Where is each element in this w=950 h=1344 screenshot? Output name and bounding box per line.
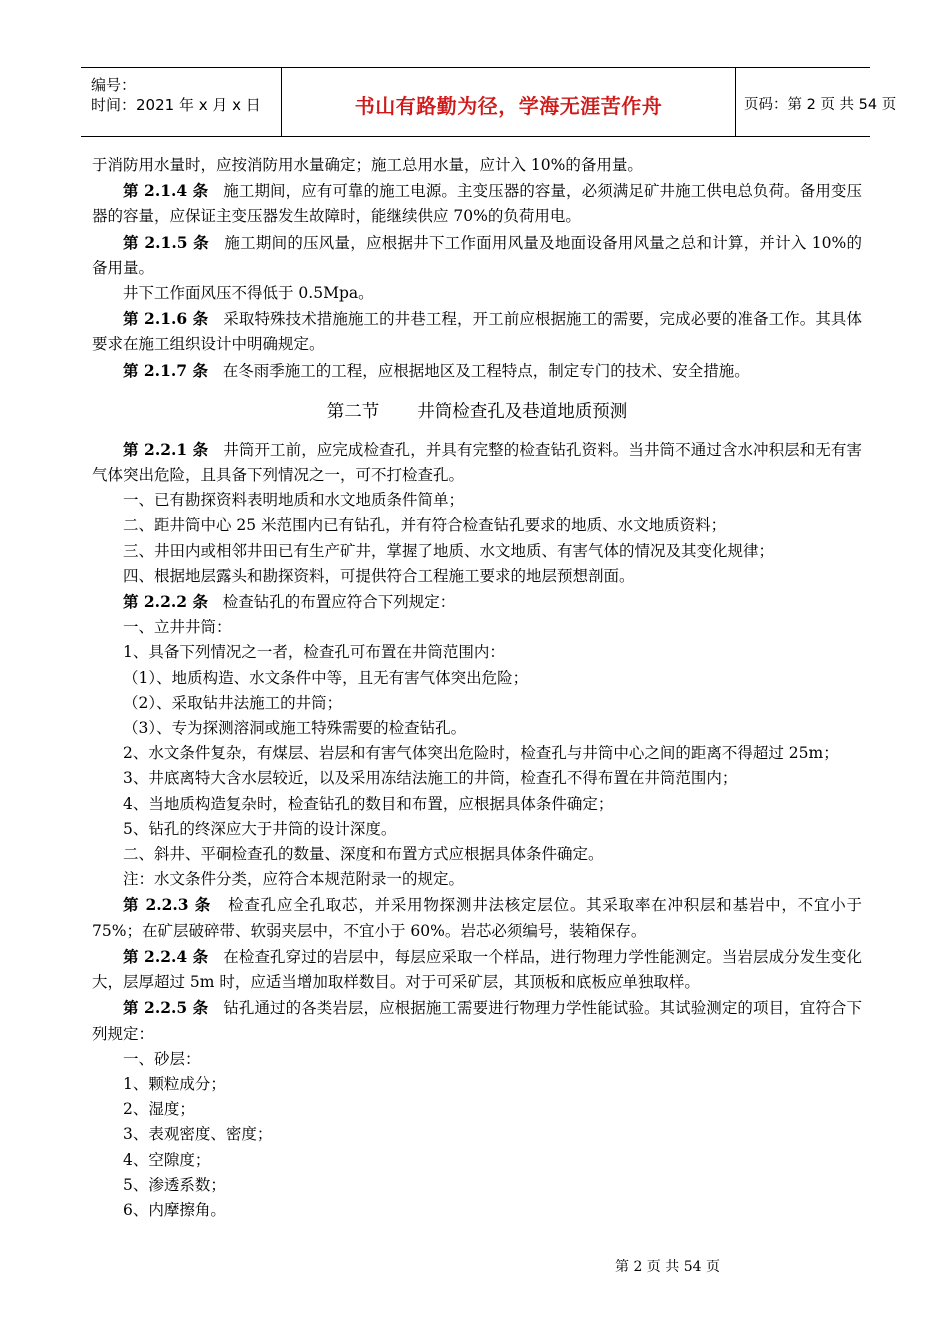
list-item: 6、内摩擦角。 [123,1200,226,1219]
list-item: 二、距井筒中心 25 米范围内已有钻孔，并有符合检查钻孔要求的地质、水文地质资料； [123,516,727,535]
clause-label: 第 2.2.1 条 [123,439,209,459]
clause-label: 第 2.2.5 条 [123,998,209,1018]
header-motto-cell [281,68,736,136]
note: 注：水文条件分类，应符合本规范附录一的规定。 [123,870,465,889]
clause-text: 检查孔应全孔取芯，并采用物探测井法核定层位。其采取率在冲积层和基岩中，不宜小于 75%；在矿层破碎带、软弱夹层中，不宜小于 60%。岩芯必须编号，装箱保存。 [92,896,862,940]
list-item: 3、井底离特大含水层较近，以及采用冻结法施工的井筒，检查孔不得布置在井筒范围内； [123,769,738,788]
list-item: 三、井田内或相邻井田已有生产矿井，掌握了地质、水文地质、有害气体的情况及其变化规律； [123,541,775,560]
list-item: 一、立井井筒： [123,618,232,637]
list-item: （2）、采取钻井法施工的井筒； [123,693,343,712]
clause-2-2-4 [92,944,862,995]
clause-2-1-7 [92,358,862,384]
header-page-cell [736,68,897,136]
section-number: 第二节 [326,401,380,422]
clause-text: 井筒开工前，应完成检查孔，并具有完整的检查钻孔资料。当井筒不通过含水冲积层和无有害气体突出危险，且具备下列情况之一，可不打检查孔。 [92,440,862,485]
list-item: 2、水文条件复杂，有煤层、岩层和有害气体突出危险时，检查孔与井筒中心之间的距离不得超过 25m； [123,744,839,763]
list-item: 3、表观密度、密度； [123,1125,273,1144]
clause-text: 检查钻孔的布置应符合下列规定： [222,593,456,612]
clause-label: 第 2.1.4 条 [123,181,209,201]
clause-text: 采取特殊技术措施施工的井巷工程，开工前应根据施工的需要，完成必要的准备工作。其具体要求在施工组织设计中明确规定。 [92,310,862,354]
list-item: 5、钻孔的终深应大于井筒的设计深度。 [123,819,397,838]
page-header [81,67,897,137]
list-item: 一、已有勘探资料表明地质和水文地质条件简单； [123,491,465,510]
list-item: （1）、地质构造、水文条件中等，且无有害气体突出危险； [123,668,529,687]
list-item: 四、根据地层露头和勘探资料，可提供符合工程施工要求的地层预想剖面。 [123,566,635,585]
clause-label: 第 2.2.2 条 [123,592,208,612]
clause-text: 钻孔通过的各类岩层，应根据施工需要进行物理力学性能试验。其试验测定的项目，宜符合下列规定： [92,999,862,1043]
document-number: 编号： [91,76,137,94]
clause-label: 第 2.1.7 条 [123,360,208,380]
clause-2-2-1 [92,437,862,488]
list-item: 1、具备下列情况之一者，检查孔可布置在井筒范围内： [123,643,505,662]
clause-2-1-4 [92,178,862,229]
clause-text: 在冬雨季施工的工程，应根据地区及工程特点，制定专门的技术、安全措施。 [222,361,750,380]
header-page-code: 页码：第 2 页 共 54 页 [744,97,897,113]
clause-2-2-2 [92,589,862,615]
clause-label: 第 2.1.6 条 [123,309,209,329]
section-title: 井筒检查孔及巷道地质预测 [417,401,628,422]
clause-label: 第 2.2.3 条 [123,895,212,915]
list-item: 5、渗透系数； [123,1175,226,1194]
clause-label: 第 2.2.4 条 [123,946,209,966]
list-item: 4、空隙度； [123,1150,211,1169]
clause-text: 在检查孔穿过的岩层中，每层应采取一个样品，进行物理力学性能测定。当岩层成分发生变化大，层厚超过 5m 时，应适当增加取样数目。对于可采矿层，其顶板和底板应单独取样。 [92,947,862,992]
list-item: 一、砂层： [123,1049,201,1068]
list-item: 4、当地质构造复杂时，检查钻孔的数目和布置，应根据具体条件确定； [123,794,614,813]
clause-text: 施工期间的压风量，应根据井下工作面用风量及地面设备用风量之总和计算，并计入 10%的备用量。 [92,233,862,277]
list-item: 1、颗粒成分； [123,1074,226,1093]
list-item: （3）、专为探测溶洞或施工特殊需要的检查钻孔。 [123,719,467,738]
clause-label: 第 2.1.5 条 [123,232,209,252]
clause-2-2-5 [92,995,862,1046]
section-heading [92,399,862,425]
motto: 书山有路勤为径，学海无涯苦作舟 [354,94,663,118]
clause-2-1-5 [92,230,862,281]
clause-text: 施工期间，应有可靠的施工电源。主变压器的容量，必须满足矿井施工供电总负荷。备用变压器的容量，应保证主变压器发生故障时，能继续供应 70%的负荷用电。 [92,182,862,226]
header-info-cell [81,68,281,136]
list-item: 2、湿度； [123,1100,195,1119]
document-body [92,153,862,1223]
paragraph: 于消防用水量时，应按消防用水量确定；施工总用水量，应计入 10%的备用量。 [92,156,643,174]
paragraph: 井下工作面风压不得低于 0.5Mpa。 [123,284,374,303]
document-date: 时间：2021 年 x 月 x 日 [91,96,261,114]
clause-2-2-3 [92,892,862,943]
list-item: 二、斜井、平硐检查孔的数量、深度和布置方式应根据具体条件确定。 [123,845,604,864]
page-footer: 第 2 页 共 54 页 [615,1259,720,1275]
clause-2-1-6 [92,306,862,357]
